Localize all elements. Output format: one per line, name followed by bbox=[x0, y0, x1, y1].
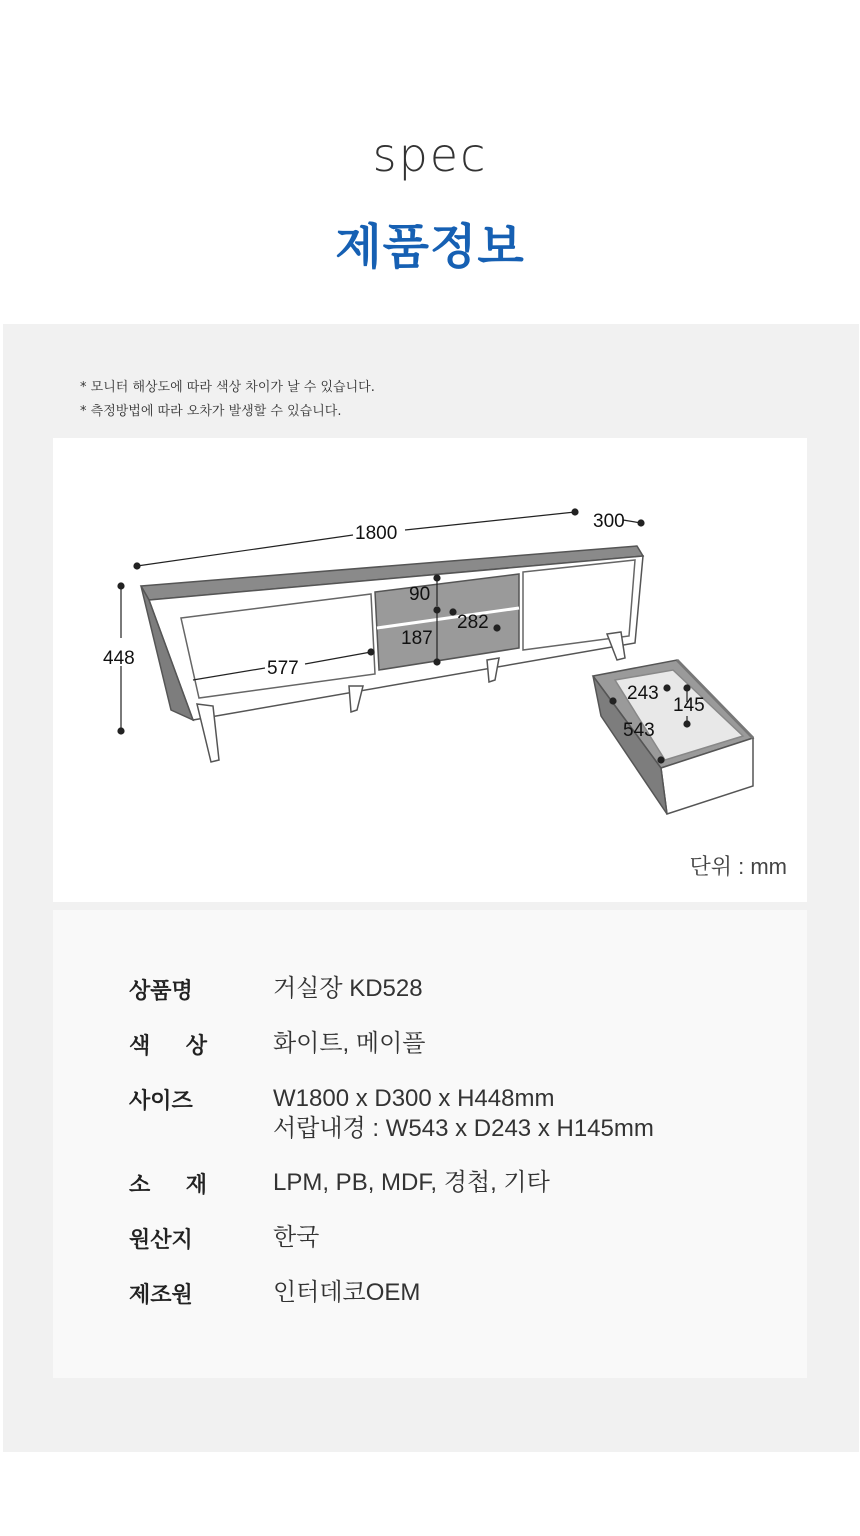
spec-value-line: 화이트, 메이플 bbox=[273, 1030, 426, 1057]
dim-shelf-bottom: 187 bbox=[401, 628, 433, 649]
tv-stand-illustration bbox=[141, 546, 753, 814]
spec-label: 사이즈 bbox=[129, 1089, 193, 1114]
spec-label: 원산지 bbox=[129, 1228, 193, 1253]
spec-label: 소 재 bbox=[129, 1173, 207, 1198]
spec-value bbox=[273, 1223, 319, 1253]
dim-door-width: 577 bbox=[267, 658, 299, 679]
dim-drawer-width: 543 bbox=[623, 720, 655, 741]
spec-value-line: 서랍내경 : W543 x D243 x H145mm bbox=[273, 1115, 654, 1142]
dim-width: 1800 bbox=[355, 523, 398, 544]
spec-value bbox=[273, 1084, 654, 1144]
spec-table bbox=[53, 910, 807, 1378]
unit-label: 단위 : mm bbox=[689, 854, 787, 879]
dim-shelf-depth: 282 bbox=[457, 612, 489, 633]
dim-shelf-top: 90 bbox=[409, 584, 431, 605]
spec-value-line: LPM, PB, MDF, 경첩, 기타 bbox=[273, 1169, 550, 1196]
spec-label: 제조원 bbox=[129, 1283, 193, 1308]
spec-value-line: 한국 bbox=[273, 1224, 320, 1251]
dim-height: 448 bbox=[103, 648, 135, 669]
spec-label: 색 상 bbox=[129, 1034, 207, 1059]
spec-value bbox=[273, 1029, 425, 1059]
spec-value-line: W1800 x D300 x H448mm bbox=[273, 1085, 555, 1112]
spec-value bbox=[273, 974, 423, 1004]
spec-value bbox=[273, 1278, 420, 1308]
page-title: 제품정보 bbox=[335, 219, 525, 275]
tv-stand-drawing bbox=[53, 438, 807, 902]
dim-drawer-height: 145 bbox=[673, 695, 705, 716]
disclaimer-notes bbox=[80, 376, 375, 424]
spec-value bbox=[273, 1168, 550, 1198]
spec-value-line: 거실장 KD528 bbox=[273, 975, 423, 1002]
dimension-diagram bbox=[53, 438, 807, 902]
section-eyebrow: spec bbox=[372, 128, 488, 182]
spec-label: 상품명 bbox=[129, 979, 193, 1004]
spec-value-line: 인터데코OEM bbox=[273, 1279, 421, 1306]
dim-drawer-depth: 243 bbox=[627, 683, 659, 704]
note-color: * 모니터 해상도에 따라 색상 차이가 날 수 있습니다. bbox=[80, 380, 375, 395]
dim-depth: 300 bbox=[593, 511, 625, 532]
note-measurement: * 측정방법에 따라 오차가 발생할 수 있습니다. bbox=[80, 404, 342, 419]
